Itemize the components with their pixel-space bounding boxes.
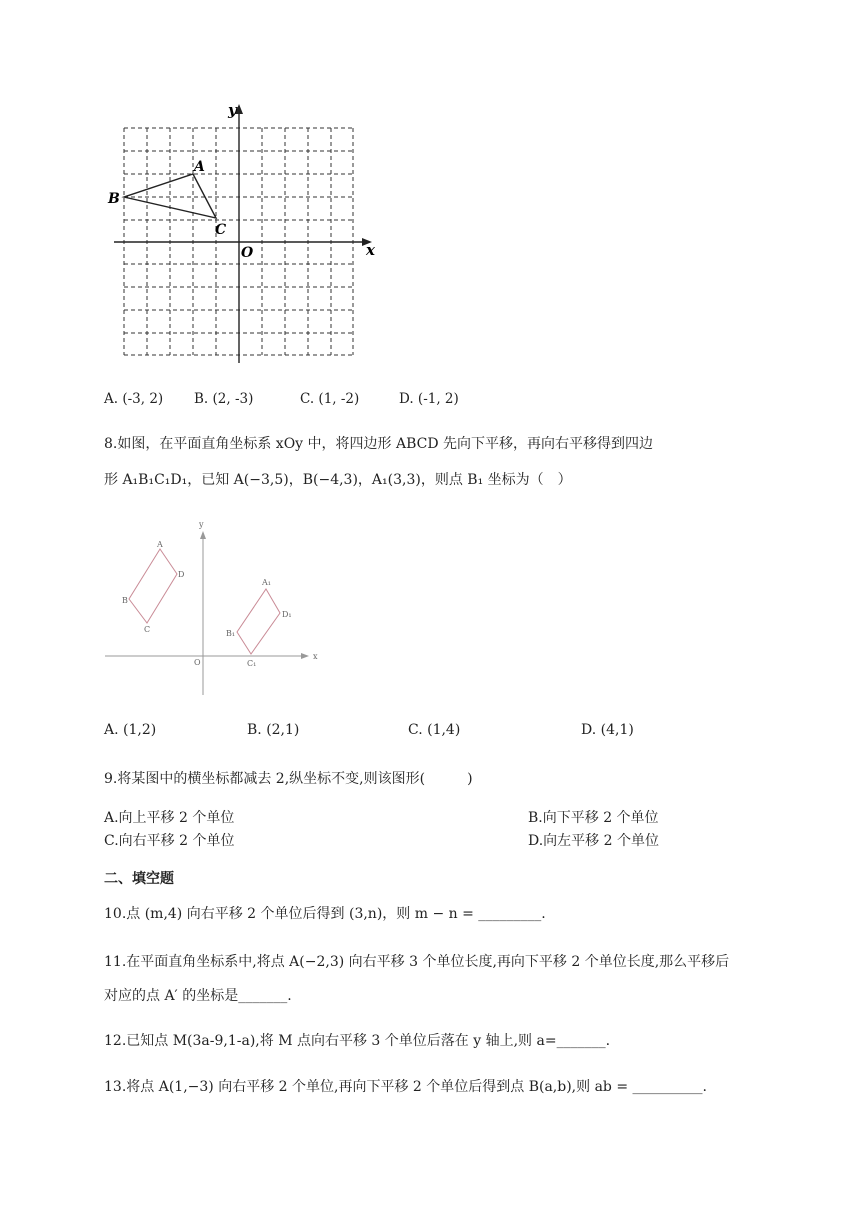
q8-stem-line2: 形 A₁B₁C₁D₁，已知 A(−3,5)，B(−4,3)，A₁(3,3)，则点 B₁ 坐标为（ ） bbox=[104, 472, 572, 488]
section-title-fill-in: 二、填空题 bbox=[104, 871, 174, 887]
axes-q8 bbox=[105, 531, 309, 695]
q9-stem: 9.将某图中的横坐标都减去 2,纵坐标不变,则该图形( ) bbox=[104, 771, 473, 787]
q7-option-c[interactable]: C. (1, -2) bbox=[300, 391, 360, 407]
y-axis-label-q8: y bbox=[199, 520, 204, 529]
x-axis-label-q8: x bbox=[313, 652, 318, 661]
q9-option-b[interactable]: B.向下平移 2 个单位 bbox=[528, 810, 659, 826]
q8-option-d[interactable]: D. (4,1) bbox=[581, 722, 634, 738]
y-axis-label: y bbox=[228, 101, 237, 119]
q12-text: 12.已知点 M(3a-9,1-a),将 M 点向右平移 3 个单位后落在 y 轴上,则 a=_______. bbox=[104, 1033, 611, 1049]
origin-label: O bbox=[241, 245, 254, 261]
axes bbox=[114, 104, 372, 363]
label-a1: A₁ bbox=[262, 578, 271, 587]
q8-option-a[interactable]: A. (1,2) bbox=[104, 722, 157, 738]
q8-option-c[interactable]: C. (1,4) bbox=[408, 722, 461, 738]
point-a-label: A bbox=[194, 159, 205, 175]
label-b: B bbox=[122, 596, 128, 605]
origin-label-q8: O bbox=[194, 658, 201, 667]
q7-option-a[interactable]: A. (-3, 2) bbox=[104, 391, 164, 407]
x-axis-label: x bbox=[366, 241, 375, 259]
label-b1: B₁ bbox=[226, 629, 236, 638]
label-c1: C₁ bbox=[247, 659, 257, 668]
q10-text: 10.点 (m,4) 向右平移 2 个单位后得到 (3,n)，则 m − n = _________. bbox=[104, 906, 546, 922]
q9-option-a[interactable]: A.向上平移 2 个单位 bbox=[104, 810, 235, 826]
q11-line1: 11.在平面直角坐标系中,将点 A(−2,3) 向右平移 3 个单位长度,再向下平移 2 个单位长度,那么平移后 bbox=[104, 954, 730, 970]
q7-option-b[interactable]: B. (2, -3) bbox=[194, 391, 254, 407]
q8-stem-line1: 8.如图，在平面直角坐标系 xOy 中，将四边形 ABCD 先向下平移，再向右平移得到四边 bbox=[104, 436, 654, 452]
point-c-label: C bbox=[215, 222, 227, 238]
q9-option-c[interactable]: C.向右平移 2 个单位 bbox=[104, 833, 235, 849]
label-a: A bbox=[157, 540, 163, 549]
q7-option-d[interactable]: D. (-1, 2) bbox=[399, 391, 459, 407]
point-b-label: B bbox=[108, 191, 120, 207]
label-d: D bbox=[178, 570, 185, 579]
label-c: C bbox=[144, 625, 151, 634]
q13-text: 13.将点 A(1,−3) 向右平移 2 个单位,再向下平移 2 个单位后得到点 B(a,b),则 ab = __________. bbox=[104, 1079, 707, 1095]
q11-line2: 对应的点 A′ 的坐标是_______. bbox=[104, 988, 292, 1004]
quadrilateral-a1b1c1d1 bbox=[237, 589, 280, 654]
figure-q8-coordinate-plane bbox=[100, 515, 330, 700]
quadrilateral-abcd bbox=[129, 549, 177, 623]
label-d1: D₁ bbox=[282, 610, 292, 619]
figure-q7-grid bbox=[100, 95, 390, 365]
q8-option-b[interactable]: B. (2,1) bbox=[247, 722, 300, 738]
q9-option-d[interactable]: D.向左平移 2 个单位 bbox=[528, 833, 659, 849]
